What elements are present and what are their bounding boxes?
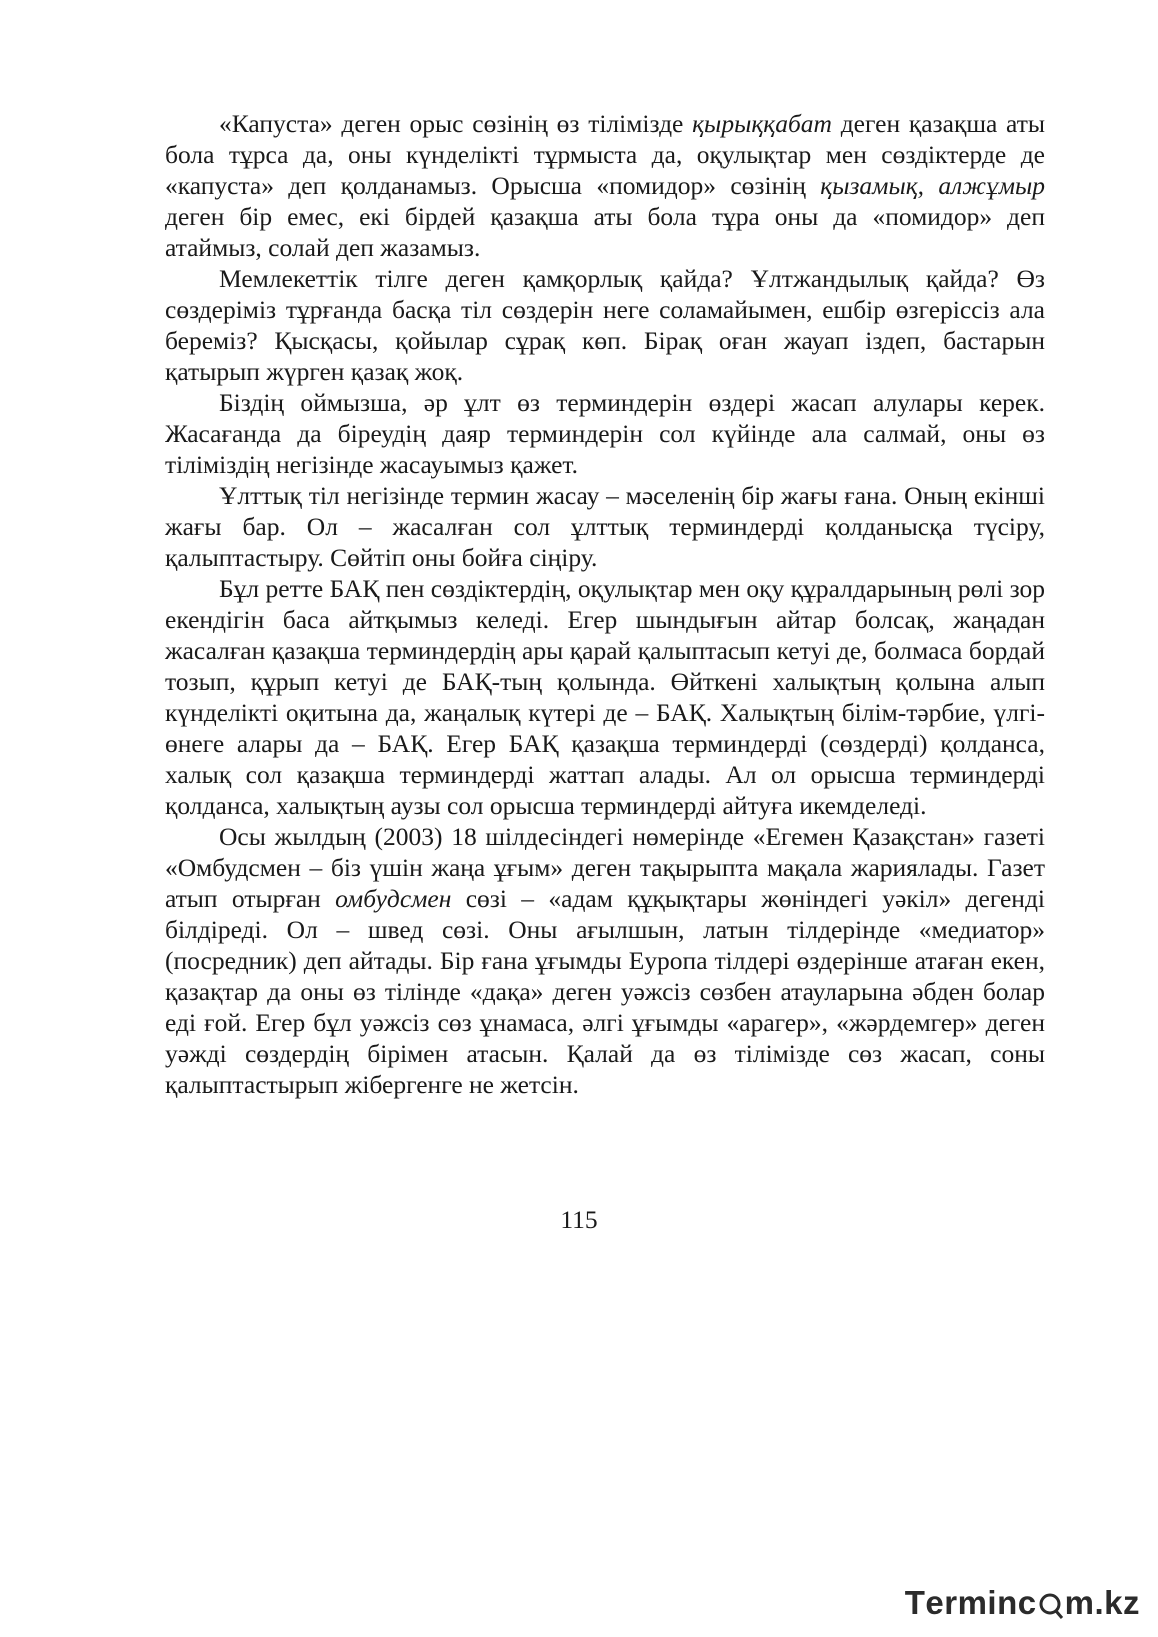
text-run: деген қазақша аты бола тұрса да, оны күнделікті тұрмыста да, оқулықтар мен сөздіктерде де «капуста» деп қолданамыз. Орысша «помидор» сөзінің bbox=[165, 109, 1045, 200]
paragraph-4 bbox=[165, 480, 1045, 573]
italic-term: омбудсмен bbox=[335, 884, 452, 913]
text-run: Бұл ретте БАҚ пен сөздіктердің, оқулықтар мен оқу құралдарының рөлі зор екендігін баса айтқымыз келеді. Егер шындығын айтар болсақ, жаңадан жасалған қазақша терминдердің ары қарай қалыптасып кетуі де, болмаса бордай тозып, құрып кетуі де БАҚ-тың қолында. Өйткені халықтың қолына алып күнделікті оқитына да, жаңалық күтері де – БАҚ. Халықтың білім-тәрбие, үлгі-өнеге алары да – БАҚ. Егер БАҚ қазақша терминдерді (сөздерді) қолданса, халық сол қазақша терминдерді жаттап алады. Ал ол орысша терминдерді қолданса, халықтың аузы сол орысша терминдерді айтуға икемделеді. bbox=[165, 574, 1045, 820]
paragraph-2 bbox=[165, 263, 1045, 387]
paragraph-6 bbox=[165, 821, 1045, 1100]
text-run: Осы жылдың (2003) 18 шілдесіндегі нөмерінде «Егемен Қазақстан» газеті «Омбудсмен – біз үшін жаңа ұғым» деген тақырыпта мақала жариялады. Газет атып отырған bbox=[165, 822, 1045, 913]
watermark-t-letter: T bbox=[904, 1584, 926, 1621]
watermark-text-left: ermin bbox=[925, 1584, 1018, 1621]
paragraph-5 bbox=[165, 573, 1045, 821]
paragraph-1 bbox=[165, 108, 1045, 263]
text-run: Мемлекеттік тілге деген қамқорлық қайда? Ұлтжандылық қайда? Өз сөздеріміз тұрғанда басқа тіл сөздерін неге соламайымен, ешбір өзгеріссіз ала береміз? Қысқасы, қойылар сұрақ көп. Бірақ оған жауап іздеп, бастарын қатырып жүрген қазақ жоқ. bbox=[165, 264, 1045, 386]
italic-term: қырыққабат bbox=[692, 109, 832, 138]
page-number: 115 bbox=[560, 1205, 598, 1234]
text-run: сөзі – «адам құқықтары жөніндегі уәкіл» дегенді білдіреді. Ол – швед сөзі. Оны ағылшын, латын тілдерінде «медиатор» (посредник) деп айтады. Бір ғана ұғымды Еуропа тілдері өздерінше атаған екен, қазақтар да оны өз тілінде «дақа» деген уәжсіз сөзбен атауларына әбден болар еді ғой. Егер бұл уәжсіз сөз ұнамаса, әлгі ұғымды «арагер», «жәрдемгер» деген уәжді сөздердің бірімен атасын. Қалай да өз тілімізде сөз жасап, соны қалыптастырып жібергенге не жетсін. bbox=[165, 884, 1046, 1099]
text-run: Біздің оймызша, әр ұлт өз терминдерін өздері жасап алулары керек. Жасағанда да біреудің даяр терминдерін сол күйінде ала салмай, оны өз тіліміздің негізінде жасауымыз қажет. bbox=[165, 388, 1045, 479]
watermark-text-right: m.kz bbox=[1064, 1584, 1140, 1621]
paragraph-3 bbox=[165, 387, 1045, 480]
site-watermark bbox=[905, 1581, 1140, 1625]
text-run: деген бір емес, екі бірдей қазақша аты бола тұра оны да «помидор» деп атаймыз, солай деп жазамыз. bbox=[165, 202, 1045, 262]
watermark-text-c: c bbox=[1017, 1584, 1037, 1621]
magnifier-o-icon bbox=[1038, 1590, 1064, 1616]
page-body bbox=[165, 108, 1045, 1100]
italic-term: қызамық, алжұмыр bbox=[820, 171, 1045, 200]
text-run: «Капуста» деген орыс сөзінің өз тілімізде bbox=[219, 109, 693, 138]
text-run: Ұлттық тіл негізінде термин жасау – мәселенің бір жағы ғана. Оның екінші жағы бар. Ол – жасалған сол ұлттық терминдерді қолданысқа түсіру, қалыптастыру. Сөйтіп оны бойға сіңіру. bbox=[165, 481, 1045, 572]
